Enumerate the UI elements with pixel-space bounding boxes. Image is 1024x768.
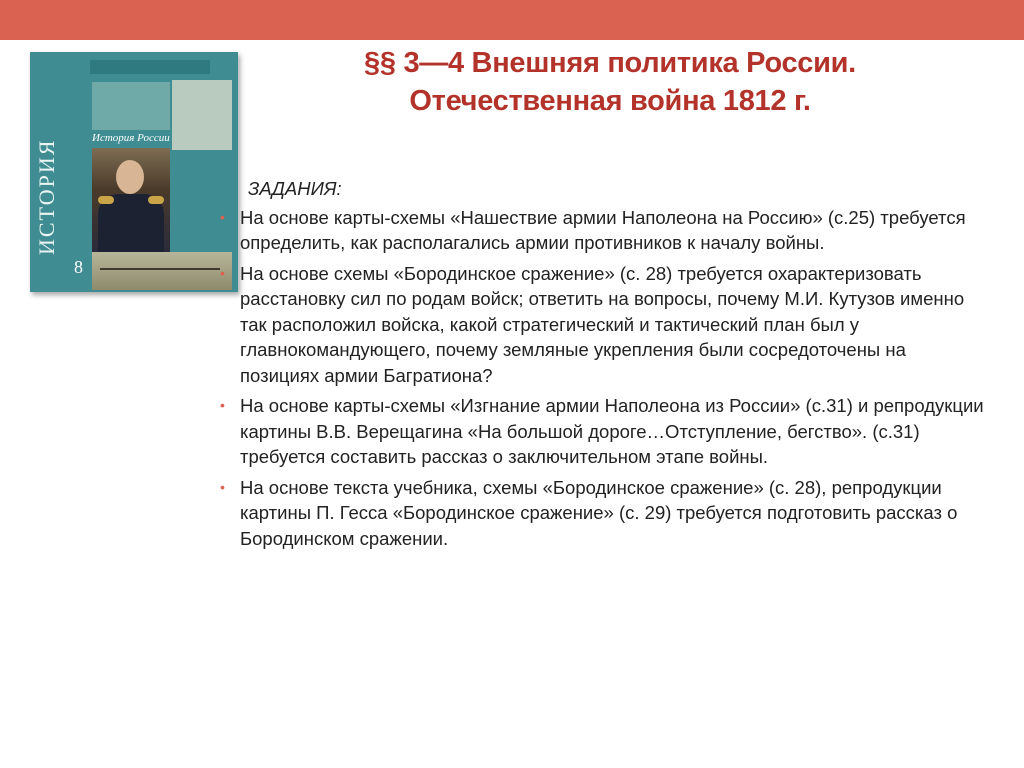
- slide-title: [280, 44, 940, 120]
- top-accent-bar: [0, 0, 1024, 40]
- book-side-panel: [172, 80, 232, 150]
- bullet-icon: •: [220, 478, 225, 495]
- book-train-illustration: [100, 248, 220, 270]
- bullet-icon: •: [220, 397, 225, 413]
- task-list-item: [216, 475, 986, 552]
- slide-body: [216, 176, 986, 556]
- book-author-band: [90, 60, 210, 74]
- textbook-cover-image: [30, 52, 238, 292]
- portrait-epaulette: [148, 196, 164, 204]
- task-list-item: [216, 393, 986, 470]
- portrait-epaulette: [98, 196, 114, 204]
- task-list-item: [216, 261, 986, 389]
- task-text: На основе текста учебника, схемы «Бородинское сражение» (с. 28), репродукции картины П. Гесса «Бородинское сражение» (с. 29) требуется подготовить рассказ о Бородинском сражении.: [240, 476, 958, 549]
- task-list: [216, 205, 986, 552]
- task-text: На основе карты-схемы «Изгнание армии Наполеона из России» (с.31) и репродукции картины В.В. Верещагина «На большой дороге…Отступление, бегство». (с.31) требуется составить рассказ о заключительном этапе войны.: [240, 395, 984, 467]
- slide-title-line-2: Отечественная война 1812 г.: [409, 85, 811, 117]
- book-spine-text: ИСТОРИЯ: [34, 138, 59, 256]
- task-text: На основе схемы «Бородинское сражение» (с. 28) требуется охарактеризовать расстановку сил по родам войск; ответить на вопросы, почему М.И. Кутузов именно так расположил войска, какой стратегический и тактический план был у главнокомандующего, почему земляные укрепления были сосредоточены на позициях армии Багратиона?: [240, 262, 965, 386]
- bullet-icon: •: [220, 264, 225, 281]
- tasks-heading: ЗАДАНИЯ:: [248, 178, 342, 199]
- book-grade-number: 8: [74, 257, 83, 277]
- bullet-icon: •: [220, 208, 225, 225]
- book-cover-title: История России: [92, 132, 170, 144]
- task-text: На основе карты-схемы «Нашествие армии Наполеона на Россию» (с.25) требуется определить, как располагались армии противников к началу войны.: [240, 206, 966, 253]
- slide-title-line-1: §§ 3—4 Внешняя политика России.: [364, 47, 856, 79]
- task-list-item: [216, 205, 986, 256]
- book-portrait: [92, 148, 170, 252]
- portrait-face: [116, 160, 144, 194]
- book-top-illustration: [92, 82, 170, 130]
